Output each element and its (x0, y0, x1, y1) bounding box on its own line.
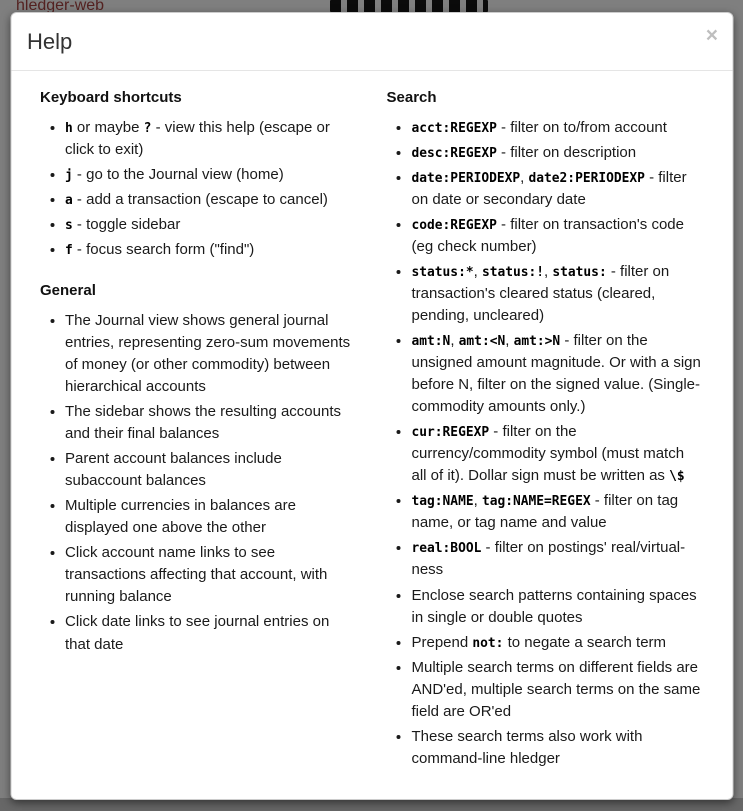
code-term: h (65, 120, 73, 136)
list-item: • acct:REGEXP - filter on to/from account (412, 117, 704, 139)
code-term: s (65, 217, 73, 233)
list-item: • The Journal view shows general journal entries, representing zero-sum movements of money (or other commodity) between hierarchical accounts (65, 310, 357, 398)
code-term: amt:>N (513, 334, 561, 350)
close-button[interactable] (706, 25, 718, 46)
list-item: • tag:NAME, tag:NAME=REGEX - filter on tag name, or tag name and value (412, 490, 704, 534)
list-item: • desc:REGEXP - filter on description (412, 142, 704, 164)
list-item: • These search terms also work with command-line hledger (412, 726, 704, 770)
search-heading: Search (386, 88, 437, 106)
list-item: • Click date links to see journal entries on that date (65, 611, 357, 655)
modal-header (11, 13, 732, 71)
code-term: acct:REGEXP (411, 120, 497, 136)
list-item: • The sidebar shows the resulting accounts and their final balances (65, 401, 357, 445)
list-item: • j - go to the Journal view (home) (65, 164, 357, 186)
list-item: • date:PERIODEXP, date2:PERIODEXP - filter on date or secondary date (412, 167, 704, 211)
list-item: • Prepend not: to negate a search term (412, 632, 704, 654)
code-term: cur:REGEXP (411, 425, 490, 441)
section-search (387, 89, 704, 770)
code-term: date2:PERIODEXP (528, 170, 645, 186)
code-term: a (65, 192, 73, 208)
code-term: date:PERIODEXP (411, 170, 521, 186)
list-item: • Enclose search patterns containing spaces in single or double quotes (412, 585, 704, 629)
list-item: • f - focus search form ("find") (65, 239, 357, 261)
keyboard-shortcuts-list (40, 117, 357, 261)
list-item: • s - toggle sidebar (65, 214, 357, 236)
list-item: • cur:REGEXP - filter on the currency/commodity symbol (must match all of it). Dollar sign must be written as \$ (412, 421, 704, 487)
code-term: amt:N (411, 334, 451, 350)
help-modal (10, 12, 733, 800)
code-term: amt:<N (458, 334, 506, 350)
search-list (387, 117, 704, 770)
code-term: ? (143, 120, 152, 136)
general-list (40, 310, 357, 656)
section-general (40, 282, 357, 656)
code-term: f (65, 242, 73, 258)
code-term: status: (552, 264, 607, 280)
code-term: tag:NAME (411, 494, 474, 510)
code-term: desc:REGEXP (411, 145, 497, 161)
keyboard-shortcuts-heading: Keyboard shortcuts (40, 88, 182, 106)
list-item: • real:BOOL - filter on postings' real/virtual-ness (412, 537, 704, 581)
code-term: real:BOOL (411, 541, 482, 557)
code-term: tag:NAME=REGEX (481, 494, 591, 510)
list-item: • a - add a transaction (escape to cancel) (65, 189, 357, 211)
general-heading: General (40, 281, 96, 299)
close-icon: × (705, 24, 718, 47)
code-term: status:! (481, 264, 545, 280)
code-term: \$ (669, 469, 685, 485)
left-column (25, 89, 372, 773)
modal-title: Help (27, 29, 73, 54)
section-keyboard-shortcuts (40, 89, 357, 261)
code-term: j (65, 167, 73, 183)
list-item: • Multiple currencies in balances are displayed one above the other (65, 495, 357, 539)
right-column (372, 89, 719, 773)
list-item: • Parent account balances include subaccount balances (65, 448, 357, 492)
list-item: • Click account name links to see transactions affecting that account, with running balance (65, 542, 357, 608)
code-term: not: (472, 635, 504, 651)
list-item: • Multiple search terms on different fields are AND'ed, multiple search terms on the same field are OR'ed (412, 657, 704, 723)
modal-body (11, 71, 732, 799)
code-term: status:* (411, 264, 474, 280)
list-item: • status:*, status:!, status: - filter on transaction's cleared status (cleared, pending, uncleared) (412, 261, 704, 327)
list-item: • amt:N, amt:<N, amt:>N - filter on the unsigned amount magnitude. Or with a sign before N, filter on the signed value. (Single-commodity amounts only.) (412, 330, 704, 418)
list-item: • h or maybe ? - view this help (escape or click to exit) (65, 117, 357, 161)
code-term: code:REGEXP (411, 217, 497, 233)
list-item: • code:REGEXP - filter on transaction's code (eg check number) (412, 214, 704, 258)
